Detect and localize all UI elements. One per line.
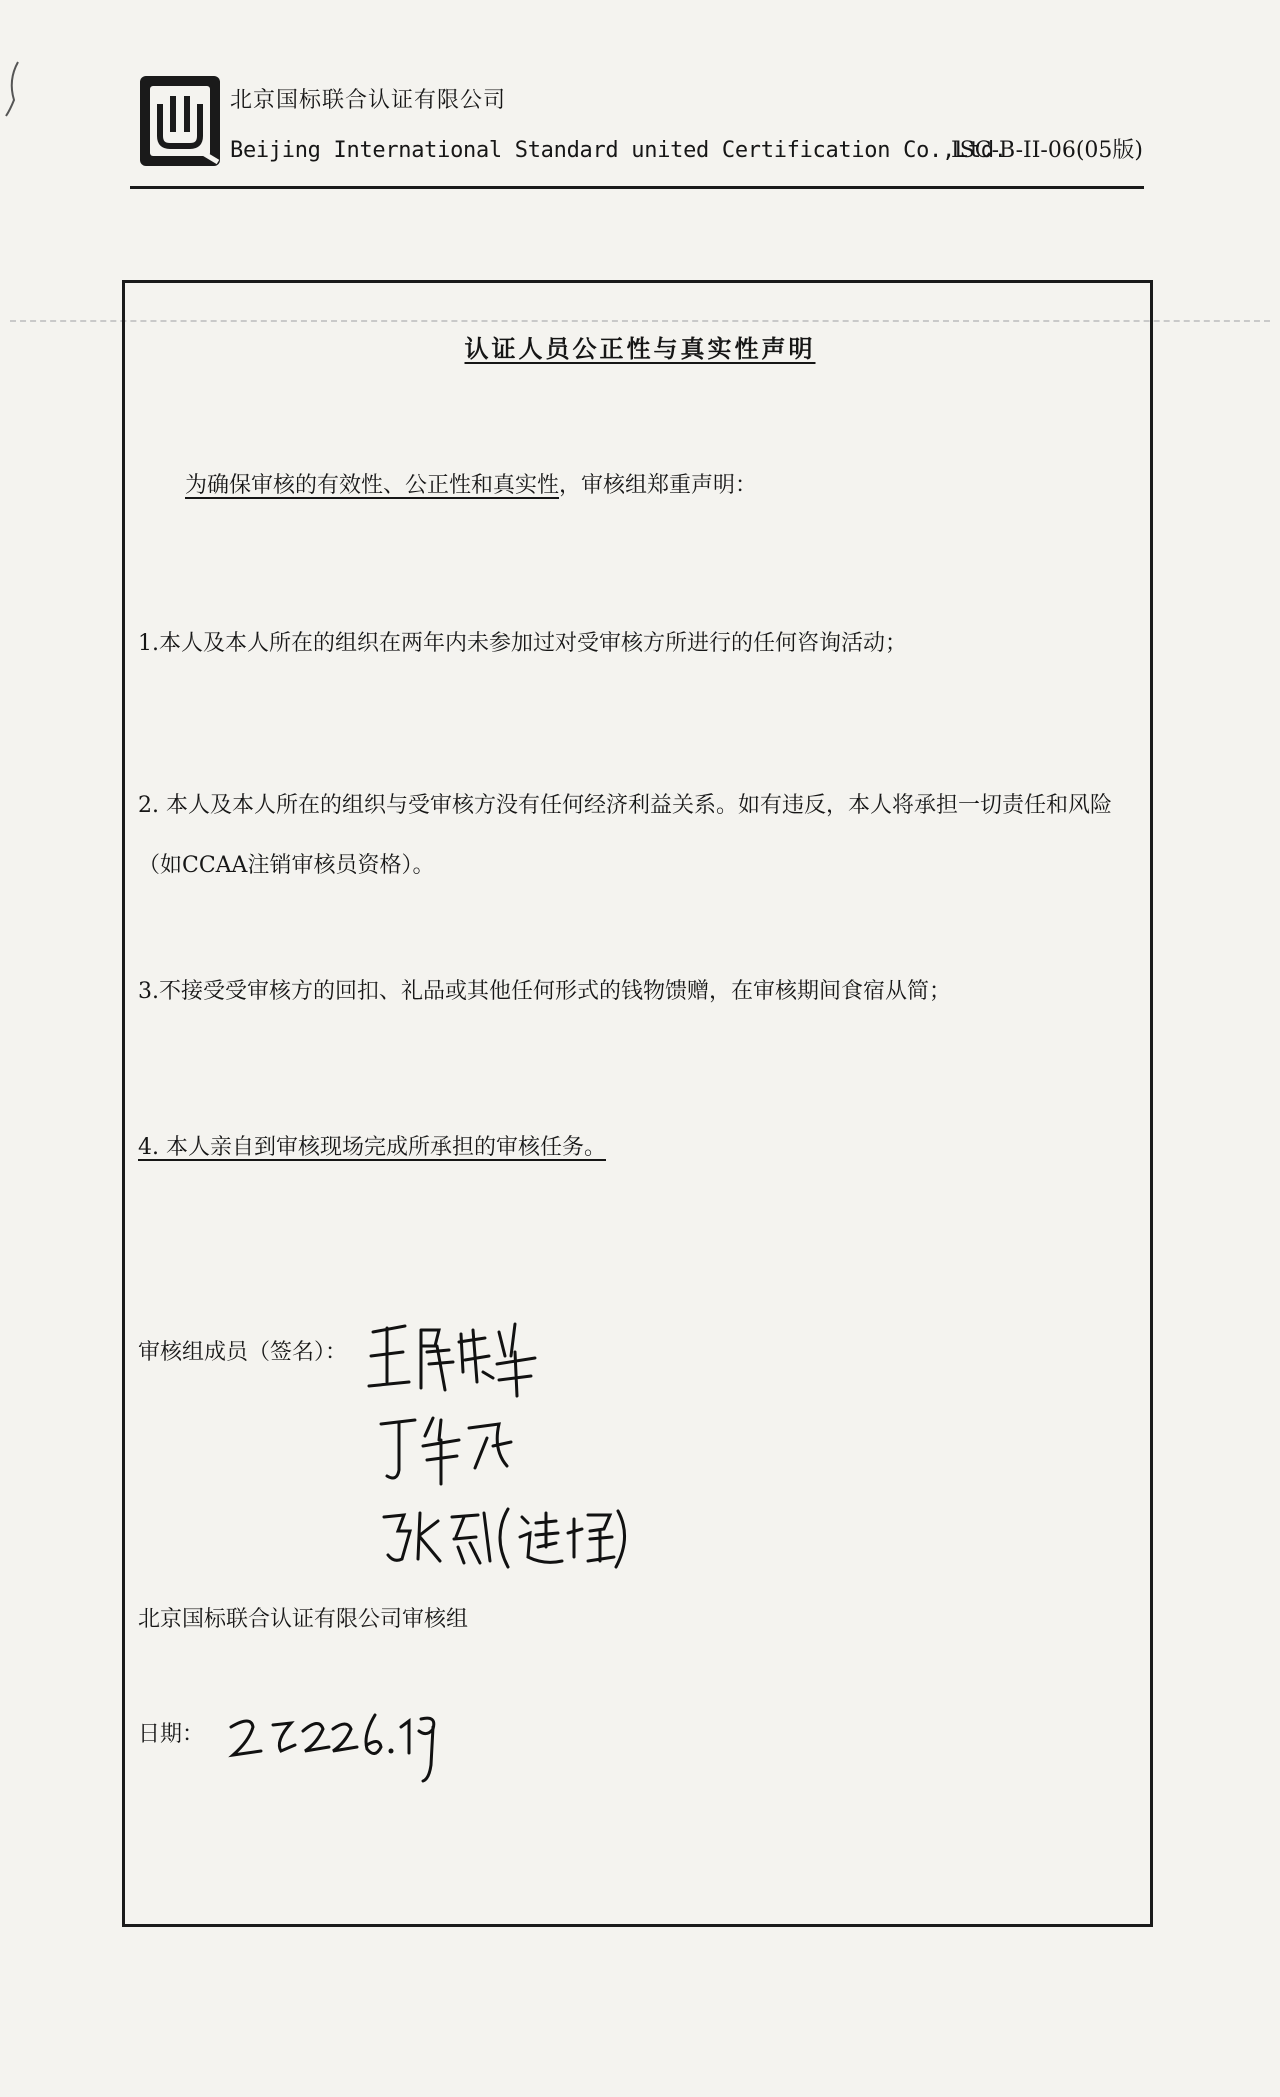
company-name-en: Beijing International Standard united Certification Co.,Ltd. xyxy=(230,138,1007,163)
document-code: ISC-B-II-06(05版) xyxy=(951,138,1144,163)
declaration-item-1: 1.本人及本人所在的组织在两年内未参加过对受审核方所进行的任何咨询活动； xyxy=(138,631,907,656)
company-name-cn: 北京国标联合认证有限公司 xyxy=(230,88,507,113)
declaration-item-3: 3.不接受受审核方的回扣、礼品或其他任何形式的钱物馈赠，在审核期间食宿从简； xyxy=(138,979,951,1004)
declaration-frame xyxy=(122,280,1153,1927)
signature-3 xyxy=(380,1503,630,1573)
signature-2 xyxy=(375,1410,515,1490)
declaration-title-text: 认证人员公正性与真实性声明 xyxy=(464,335,816,363)
date-label: 日期： xyxy=(138,1722,205,1747)
intro-rest: ，审核组郑重声明： xyxy=(559,473,758,498)
members-signature-label: 审核组成员（签名）： xyxy=(138,1340,348,1365)
company-logo-icon xyxy=(138,74,222,168)
header-rule xyxy=(130,186,1144,189)
intro-paragraph xyxy=(185,471,757,502)
handwritten-date xyxy=(225,1705,445,1785)
declaration-title xyxy=(0,329,1280,364)
audit-team-name: 北京国标联合认证有限公司审核组 xyxy=(138,1607,469,1632)
intro-underlined: 为确保审核的有效性、公正性和真实性 xyxy=(185,473,560,498)
signature-1 xyxy=(365,1312,540,1402)
declaration-item-4: 4. 本人亲自到审核现场完成所承担的审核任务。 xyxy=(138,1135,606,1160)
declaration-item-2: 2. 本人及本人所在的组织与受审核方没有任何经济利益关系。如有违反，本人将承担一切责任和风险（如CCAA注销审核员资格）。 xyxy=(138,793,1112,878)
scan-edge-mark xyxy=(4,60,24,120)
